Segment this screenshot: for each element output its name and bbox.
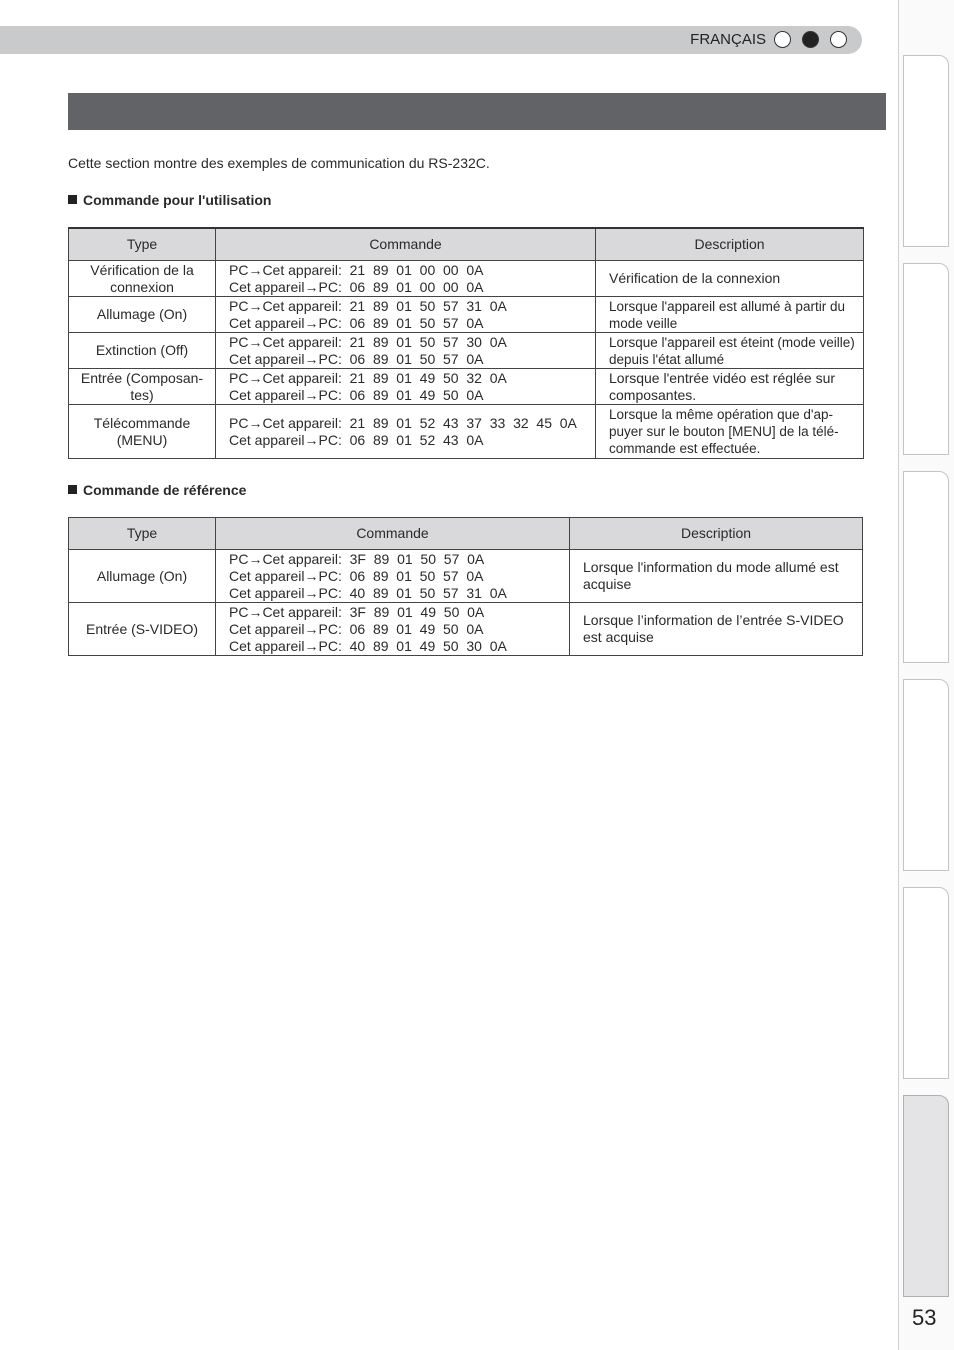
chapter-tab-4[interactable] — [903, 679, 949, 871]
cell-command-line: PC→Cet appareil: 3F 89 01 50 57 0A — [229, 550, 485, 567]
cell-description-line: Lorsque l'information du mode allumé est — [583, 559, 839, 575]
cell-command — [216, 333, 596, 369]
cell-command — [216, 550, 570, 603]
cell-description-line: mode veille — [609, 315, 678, 331]
cell-type-line: Allumage (On) — [96, 567, 188, 584]
cell-command-line: Cet appareil→PC: 06 89 01 00 00 0A — [229, 278, 484, 295]
cell-description — [596, 297, 864, 333]
cell-description-line: est acquise — [583, 629, 654, 645]
chapter-tab-2[interactable] — [903, 263, 949, 455]
cell-type-line: Entrée (S-VIDEO) — [85, 620, 199, 637]
cell-type-line: Télécommande — [93, 414, 191, 431]
cell-command — [216, 603, 570, 656]
cell-type — [69, 550, 216, 603]
table-header-row — [69, 228, 864, 261]
cell-type-line: Extinction (Off) — [95, 342, 189, 358]
cell-description-line: commande est effectuée. — [609, 441, 761, 456]
cell-description-line: Lorsque l'appareil est allumé à partir du — [609, 298, 845, 314]
cell-description — [596, 369, 864, 405]
table-row — [69, 550, 863, 603]
cell-description — [596, 261, 864, 297]
header-type: Type — [69, 518, 216, 550]
cell-type-line: tes) — [130, 386, 154, 403]
cell-command — [216, 405, 596, 459]
chapter-tab-strip — [898, 0, 954, 1350]
cell-description-line: Lorsque l'entrée vidéo est réglée sur — [609, 369, 836, 386]
cell-description-line: acquise — [583, 576, 632, 592]
cell-type — [69, 603, 216, 656]
table-row — [69, 297, 864, 333]
cell-command-line: Cet appareil→PC: 06 89 01 50 57 0A — [229, 350, 484, 367]
header-description: Description — [570, 518, 863, 550]
cell-command-line: Cet appareil→PC: 06 89 01 50 57 0A — [229, 314, 484, 331]
cell-command — [216, 369, 596, 405]
header-type: Type — [69, 228, 216, 261]
header-command: Commande — [216, 518, 570, 550]
cell-description-line: depuis l'état allumé — [609, 351, 725, 367]
cell-type-line: Entrée (Composan- — [80, 369, 204, 386]
cell-type-line: Allumage (On) — [96, 306, 188, 322]
cell-command-line: Cet appareil→PC: 06 89 01 52 43 0A — [229, 431, 484, 448]
chapter-tab-6-active[interactable] — [903, 1095, 949, 1297]
cell-command-line: Cet appareil→PC: 06 89 01 49 50 0A — [229, 620, 484, 637]
cell-command-line: PC→Cet appareil: 21 89 01 50 57 30 0A — [229, 333, 507, 350]
page-number: 53 — [912, 1305, 937, 1330]
cell-command-line: PC→Cet appareil: 21 89 01 50 57 31 0A — [229, 297, 507, 314]
cell-type-line: Vérification de la — [90, 261, 194, 278]
chapter-tab-3[interactable] — [903, 471, 949, 663]
section2-heading — [68, 482, 246, 498]
cell-command-line: PC→Cet appareil: 21 89 01 49 50 32 0A — [229, 369, 507, 386]
header-description: Description — [596, 228, 864, 261]
cell-description-line: Vérification de la connexion — [609, 270, 781, 286]
cell-description — [570, 550, 863, 603]
cell-command-line: Cet appareil→PC: 40 89 01 49 50 30 0A — [229, 637, 507, 654]
cell-type-line: (MENU) — [116, 431, 168, 448]
cell-command-line: Cet appareil→PC: 40 89 01 50 57 31 0A — [229, 584, 507, 601]
table-header-row — [69, 518, 863, 550]
bullet-square-icon — [68, 195, 77, 204]
cell-command-line: Cet appareil→PC: 06 89 01 49 50 0A — [229, 386, 484, 403]
section2-title: Commande de référence — [83, 482, 247, 498]
bullet-square-icon — [68, 485, 77, 494]
cell-type — [69, 297, 216, 333]
cell-description-line: Lorsque l'appareil est éteint (mode veille) — [609, 334, 855, 350]
indicator-circle-1 — [774, 31, 791, 48]
table-row — [69, 369, 864, 405]
cell-description — [596, 405, 864, 459]
language-label: FRANÇAIS — [690, 31, 766, 48]
cell-type — [69, 333, 216, 369]
cell-description-line: Lorsque la même opération que d'ap- — [609, 407, 833, 422]
section1-heading — [68, 192, 271, 208]
section1-title: Commande pour l'utilisation — [83, 192, 272, 208]
cell-command — [216, 297, 596, 333]
operation-command-table — [68, 227, 864, 459]
cell-description-line: composantes. — [609, 386, 697, 403]
reference-command-table — [68, 517, 863, 656]
cell-command-line: PC→Cet appareil: 21 89 01 00 00 0A — [229, 261, 484, 278]
indicator-circle-3 — [830, 31, 847, 48]
table-row — [69, 333, 864, 369]
cell-description-line: Lorsque l’information de l’entrée S-VIDEO — [583, 612, 844, 628]
cell-command-line: PC→Cet appareil: 21 89 01 52 43 37 33 32 45 0A — [229, 414, 577, 431]
cell-type — [69, 405, 216, 459]
cell-type — [69, 369, 216, 405]
intro-text: Cette section montre des exemples de communication du RS-232C. — [68, 155, 490, 171]
chapter-tab-5[interactable] — [903, 887, 949, 1079]
cell-command-line: Cet appareil→PC: 06 89 01 50 57 0A — [229, 567, 484, 584]
cell-command-line: PC→Cet appareil: 3F 89 01 49 50 0A — [229, 603, 485, 620]
indicator-circle-2-active — [802, 31, 819, 48]
cell-description — [596, 333, 864, 369]
table-row — [69, 261, 864, 297]
language-bar — [0, 26, 862, 54]
cell-type-line: connexion — [110, 278, 174, 295]
header-command: Commande — [216, 228, 596, 261]
cell-description-line: puyer sur le bouton [MENU] de la télé- — [609, 424, 839, 439]
table-row — [69, 603, 863, 656]
cell-command — [216, 261, 596, 297]
chapter-tab-1[interactable] — [903, 55, 949, 247]
cell-description — [570, 603, 863, 656]
table-row — [69, 405, 864, 459]
section-title-band — [68, 93, 886, 130]
cell-type — [69, 261, 216, 297]
